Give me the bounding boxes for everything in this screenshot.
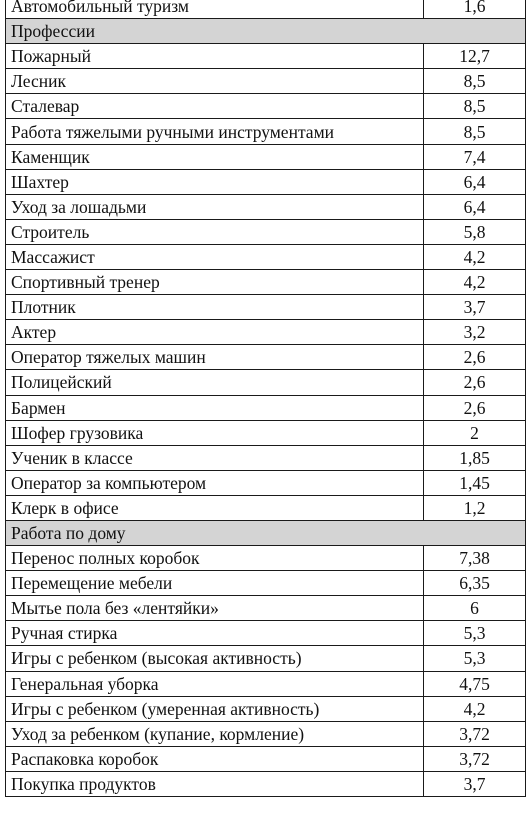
activity-value: 8,5: [424, 69, 526, 94]
activity-value: 1,85: [424, 445, 526, 470]
activity-value: 1,6: [424, 0, 526, 19]
activity-label: Оператор за компьютером: [6, 470, 424, 495]
table-row: [6, 144, 526, 169]
activity-value: 2: [424, 420, 526, 445]
activity-value: 7,4: [424, 144, 526, 169]
activity-label: Полицейский: [6, 370, 424, 395]
activity-value: 3,7: [424, 295, 526, 320]
activity-value: 3,72: [424, 721, 526, 746]
table-row: [6, 94, 526, 119]
activity-label: Игры с ребенком (высокая активность): [6, 646, 424, 671]
activity-label: Мытье пола без «лентяйки»: [6, 596, 424, 621]
activity-value: 5,3: [424, 621, 526, 646]
activity-value: 6,4: [424, 194, 526, 219]
activity-value: 3,2: [424, 320, 526, 345]
table-row: [6, 696, 526, 721]
activity-label: Оператор тяжелых машин: [6, 345, 424, 370]
activity-value: 2,6: [424, 370, 526, 395]
activity-value: 4,75: [424, 671, 526, 696]
table-row: [6, 721, 526, 746]
activity-value: 4,2: [424, 270, 526, 295]
section-header-row: [6, 19, 526, 44]
table-row: [6, 495, 526, 520]
activity-label: Лесник: [6, 69, 424, 94]
table-row: [6, 295, 526, 320]
activity-label: Работа тяжелыми ручными инструментами: [6, 119, 424, 144]
table-row: [6, 395, 526, 420]
activity-value: 1,45: [424, 470, 526, 495]
table-row: [6, 69, 526, 94]
activity-label: Уход за ребенком (купание, кормление): [6, 721, 424, 746]
activity-value: 3,72: [424, 746, 526, 771]
table-row: [6, 320, 526, 345]
table-row: [6, 345, 526, 370]
activity-label: Строитель: [6, 219, 424, 244]
activity-value: 1,2: [424, 495, 526, 520]
activity-label: Перенос полных коробок: [6, 546, 424, 571]
section-header-row: [6, 520, 526, 545]
activity-value: 8,5: [424, 94, 526, 119]
table-row: [6, 244, 526, 269]
table-row: [6, 671, 526, 696]
activity-label: Шахтер: [6, 169, 424, 194]
activity-label: Спортивный тренер: [6, 270, 424, 295]
activity-value: 12,7: [424, 44, 526, 69]
activity-table: [5, 0, 526, 797]
activity-label: Шофер грузовика: [6, 420, 424, 445]
table-row: [6, 445, 526, 470]
activity-label: Генеральная уборка: [6, 671, 424, 696]
activity-label: Распаковка коробок: [6, 746, 424, 771]
activity-label: Уход за лошадьми: [6, 194, 424, 219]
activity-label: Сталевар: [6, 94, 424, 119]
table-row: [6, 370, 526, 395]
table-row: [6, 44, 526, 69]
activity-label: Покупка продуктов: [6, 771, 424, 796]
activity-label: Актер: [6, 320, 424, 345]
table-row: [6, 596, 526, 621]
table-row: [6, 420, 526, 445]
activity-label: Ручная стирка: [6, 621, 424, 646]
activity-table-body: [6, 0, 526, 797]
section-title: Профессии: [6, 19, 526, 44]
activity-value: 6,4: [424, 169, 526, 194]
activity-value: 5,8: [424, 219, 526, 244]
activity-label: Клерк в офисе: [6, 495, 424, 520]
table-row: [6, 621, 526, 646]
activity-value: 4,2: [424, 244, 526, 269]
table-row: [6, 646, 526, 671]
table-row: [6, 746, 526, 771]
activity-label: Плотник: [6, 295, 424, 320]
section-title: Работа по дому: [6, 520, 526, 545]
table-row: [6, 470, 526, 495]
activity-value: 2,6: [424, 395, 526, 420]
table-row: [6, 169, 526, 194]
activity-label: Перемещение мебели: [6, 571, 424, 596]
activity-label: Массажист: [6, 244, 424, 269]
activity-value: 3,7: [424, 771, 526, 796]
activity-value: 8,5: [424, 119, 526, 144]
activity-label: Игры с ребенком (умеренная активность): [6, 696, 424, 721]
activity-value: 2,6: [424, 345, 526, 370]
table-row: [6, 771, 526, 796]
table-row: [6, 546, 526, 571]
table-row: [6, 0, 526, 19]
table-row: [6, 270, 526, 295]
table-row: [6, 571, 526, 596]
activity-value: 6: [424, 596, 526, 621]
activity-value: 6,35: [424, 571, 526, 596]
activity-label: Ученик в классе: [6, 445, 424, 470]
activity-value: 5,3: [424, 646, 526, 671]
activity-value: 7,38: [424, 546, 526, 571]
activity-label: Автомобильный туризм: [6, 0, 424, 19]
activity-label: Бармен: [6, 395, 424, 420]
activity-value: 4,2: [424, 696, 526, 721]
table-row: [6, 219, 526, 244]
table-row: [6, 119, 526, 144]
activity-label: Каменщик: [6, 144, 424, 169]
activity-label: Пожарный: [6, 44, 424, 69]
table-row: [6, 194, 526, 219]
